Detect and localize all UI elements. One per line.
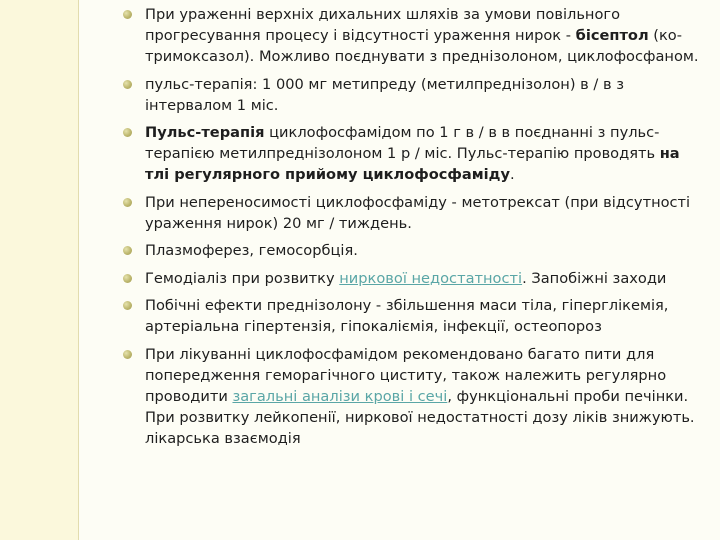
- bullet-icon: [123, 198, 132, 207]
- list-item: При лікуванні циклофосфамідом рекомендовано багато пити для попередження геморагічного циститу, також належить регулярно проводити загальні аналізи крові і сечі, функціональні проби печінки. При розвитку лейкопенії, ниркової недостатності дозу ліків знижують. лікарська взаємодія: [120, 344, 700, 449]
- left-decorative-band: [0, 0, 78, 540]
- bullet-icon: [123, 301, 132, 310]
- link-renal-failure[interactable]: ниркової недостатності: [339, 269, 523, 287]
- link-blood-urine-tests[interactable]: загальні аналізи крові і сечі: [232, 387, 448, 405]
- list-item: Пульс-терапія циклофосфамідом по 1 г в / в в поєднанні з пульс-терапією метилпреднізолоном 1 р / міс. Пульс-терапію проводять на тлі регулярного прийому циклофосфаміду.: [120, 122, 700, 185]
- bullet-list: [120, 4, 700, 449]
- regular-intake-emphasis: на тлі регулярного прийому циклофосфаміду: [145, 145, 680, 183]
- list-item: При непереносимості циклофосфаміду - метотрексат (при відсутності ураження нирок) 20 мг / тиждень.: [120, 192, 700, 234]
- bullet-icon: [123, 246, 132, 255]
- pulse-therapy-term: Пульс-терапія: [145, 124, 265, 141]
- bullet-icon: [123, 10, 132, 19]
- left-divider-line: [78, 0, 79, 540]
- list-item: При ураженні верхніх дихальних шляхів за умови повільного прогресування процесу і відсутності ураження нирок - бісептол (ко-тримоксазол). Можливо поєднувати з преднізолоном, циклофосфаном.: [120, 4, 700, 67]
- bullet-icon: [123, 350, 132, 359]
- list-item: Побічні ефекти преднізолону - збільшення маси тіла, гіперглікемія, артеріальна гіпертензія, гіпокаліємія, інфекції, остеопороз: [120, 295, 700, 337]
- slide-content: [120, 4, 700, 455]
- bullet-icon: [123, 274, 132, 283]
- list-item: пульс-терапія: 1 000 мг метипреду (метилпреднізолон) в / в з інтервалом 1 міс.: [120, 74, 700, 116]
- bullet-icon: [123, 80, 132, 89]
- list-item: Гемодіаліз при розвитку ниркової недостатності. Запобіжні заходи: [120, 268, 700, 289]
- list-item: Плазмоферез, гемосорбція.: [120, 240, 700, 261]
- bullet-icon: [123, 128, 132, 137]
- drug-name-biseptol: бісептол: [575, 27, 649, 44]
